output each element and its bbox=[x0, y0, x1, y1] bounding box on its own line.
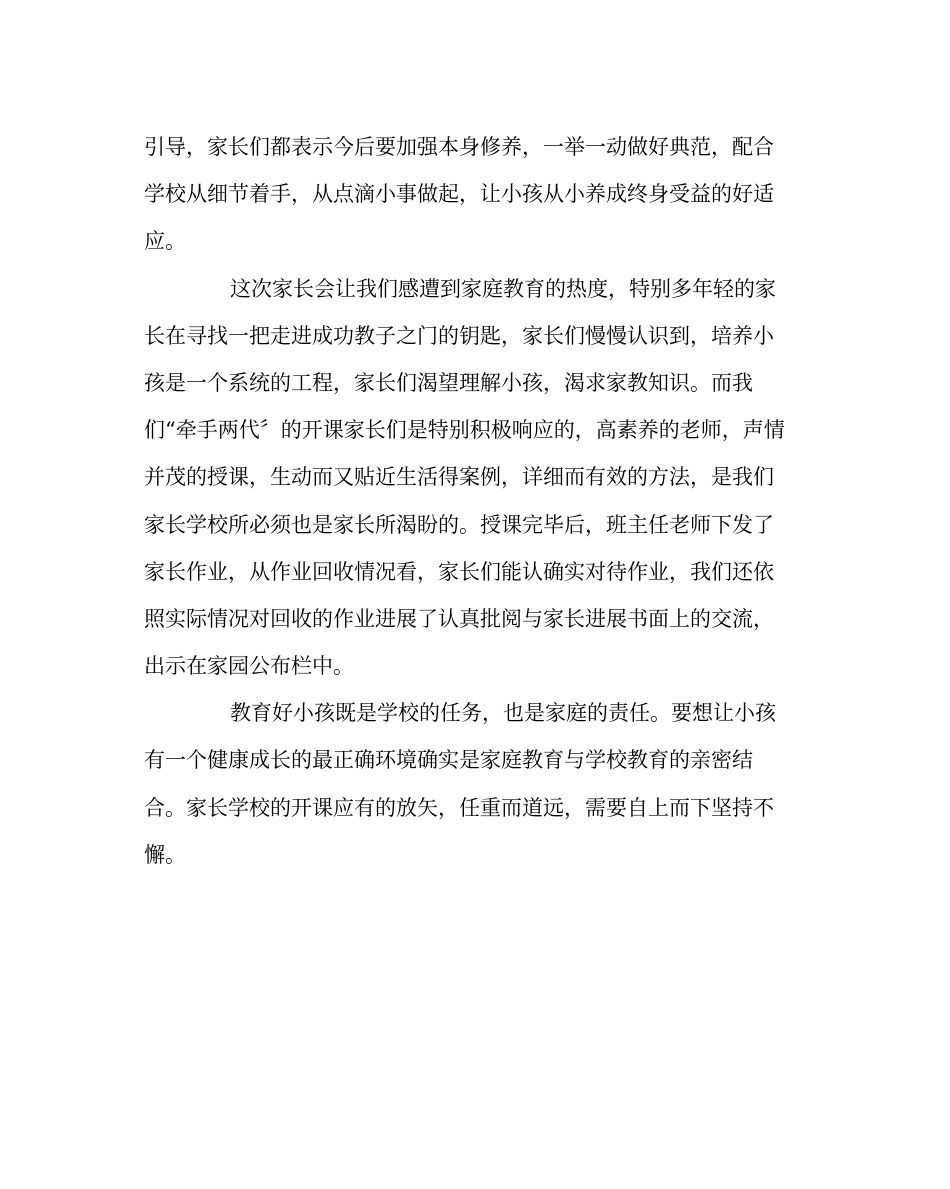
text-line: 家长学校所必须也是家长所渴盼的。授课完毕后，班主任老师下发了 bbox=[144, 512, 774, 537]
text-line: 这次家长会让我们感遭到家庭教育的热度，特别多年轻的家 bbox=[230, 276, 776, 301]
text-line: 并茂的授课，生动而又贴近生活得案例，详细而有效的方法，是我们 bbox=[144, 465, 774, 490]
text-line: 合。家长学校的开课应有的放矢，任重而道远，需要自上而下坚持不 bbox=[144, 795, 774, 820]
text-line: 长在寻找一把走进成功教子之门的钥匙，家长们慢慢认识到，培养小 bbox=[144, 323, 774, 348]
text-line: 学校从细节着手，从点滴小事做起，让小孩从小养成终身受益的好适 bbox=[144, 182, 774, 207]
body-text bbox=[144, 124, 824, 879]
paragraph-2 bbox=[144, 266, 824, 691]
text-line: 出示在家园公布栏中。 bbox=[144, 654, 354, 679]
text-line: 家长作业，从作业回收情况看，家长们能认确实对待作业，我们还依 bbox=[144, 559, 774, 584]
text-line: 照实际情况对回收的作业进展了认真批阅与家长进展书面上的交流， bbox=[144, 606, 774, 631]
text-line: 引导，家长们都表示今后要加强本身修养，一举一动做好典范，配合 bbox=[144, 135, 774, 159]
text-line: 有一个健康成长的最正确环境确实是家庭教育与学校教育的亲密结 bbox=[144, 748, 753, 773]
text-line: 应。 bbox=[144, 229, 186, 254]
text-line: 懈。 bbox=[144, 842, 186, 867]
paragraph-3 bbox=[144, 690, 824, 879]
text-line: 孩是一个系统的工程，家长们渴望理解小孩，渴求家教知识。而我 bbox=[144, 370, 753, 395]
text-line: 教育好小孩既是学校的任务，也是家庭的责任。要想让小孩 bbox=[230, 701, 776, 726]
text-line: 们“牵手两代〞的开课家长们是特别积极响应的，高素养的老师，声情 bbox=[144, 418, 785, 443]
paragraph-1 bbox=[144, 124, 824, 266]
